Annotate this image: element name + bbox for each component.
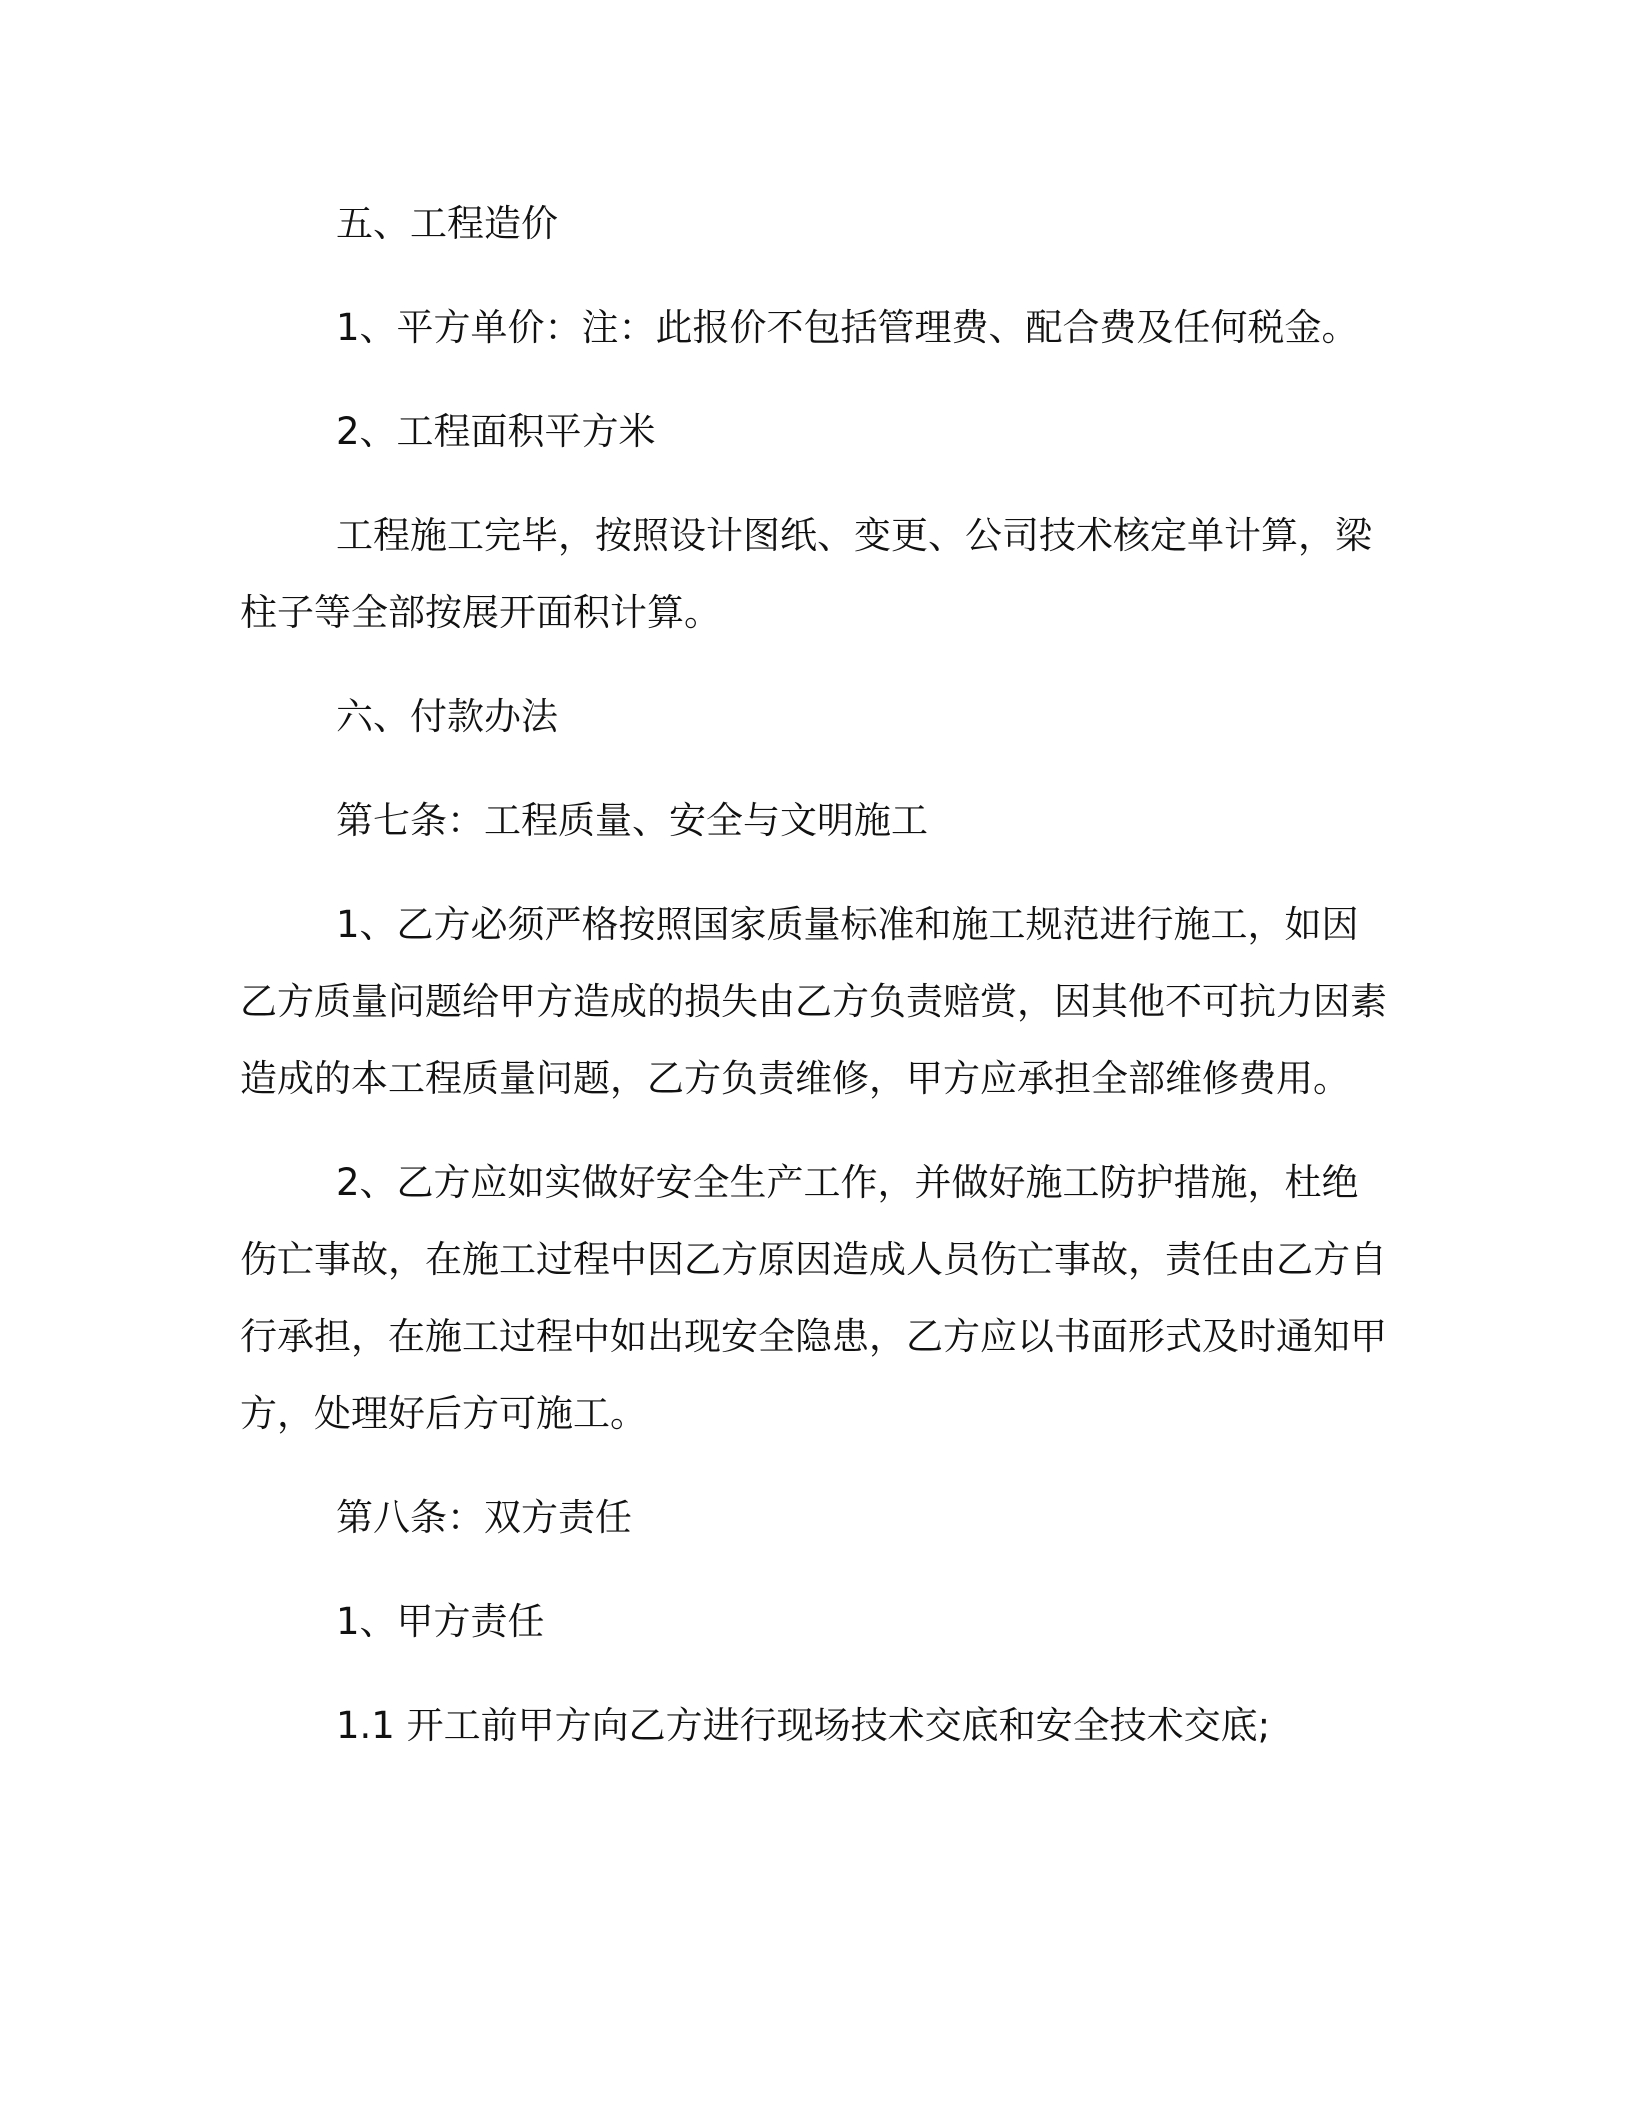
- section-heading-5: 五、工程造价: [336, 202, 558, 245]
- paragraph-quality: 1、乙方必须严格按照国家质量标准和施工规范进行施工，如因乙方质量问题给甲方造成的损失由乙方负责赔赏，因其他不可抗力因素造成的本工程质量问题，乙方负责维修，甲方应承担全部维修费用。: [240, 903, 1387, 1100]
- article-heading-8: 第八条：双方责任: [336, 1496, 632, 1539]
- article-heading-7: 第七条：工程质量、安全与文明施工: [336, 799, 928, 842]
- paragraph-1-1: 1.1 开工前甲方向乙方进行现场技术交底和安全技术交底;: [336, 1704, 1271, 1747]
- paragraph-area: 2、工程面积平方米: [336, 410, 656, 453]
- paragraph-area-calculation: 工程施工完毕，按照设计图纸、变更、公司技术核定单计算，梁柱子等全部按展开面积计算。: [240, 514, 1372, 634]
- paragraph-safety: 2、乙方应如实做好安全生产工作，并做好施工防护措施，杜绝伤亡事故，在施工过程中因乙方原因造成人员伤亡事故，责任由乙方自行承担，在施工过程中如出现安全隐患，乙方应以书面形式及时通知甲方，处理好后方可施工。: [240, 1161, 1387, 1435]
- subheading-party-a: 1、甲方责任: [336, 1600, 545, 1643]
- paragraph-unit-price: 1、平方单价：注：此报价不包括管理费、配合费及任何税金。: [336, 306, 1359, 349]
- document-body: [240, 185, 1392, 1764]
- section-heading-6: 六、付款办法: [336, 695, 558, 738]
